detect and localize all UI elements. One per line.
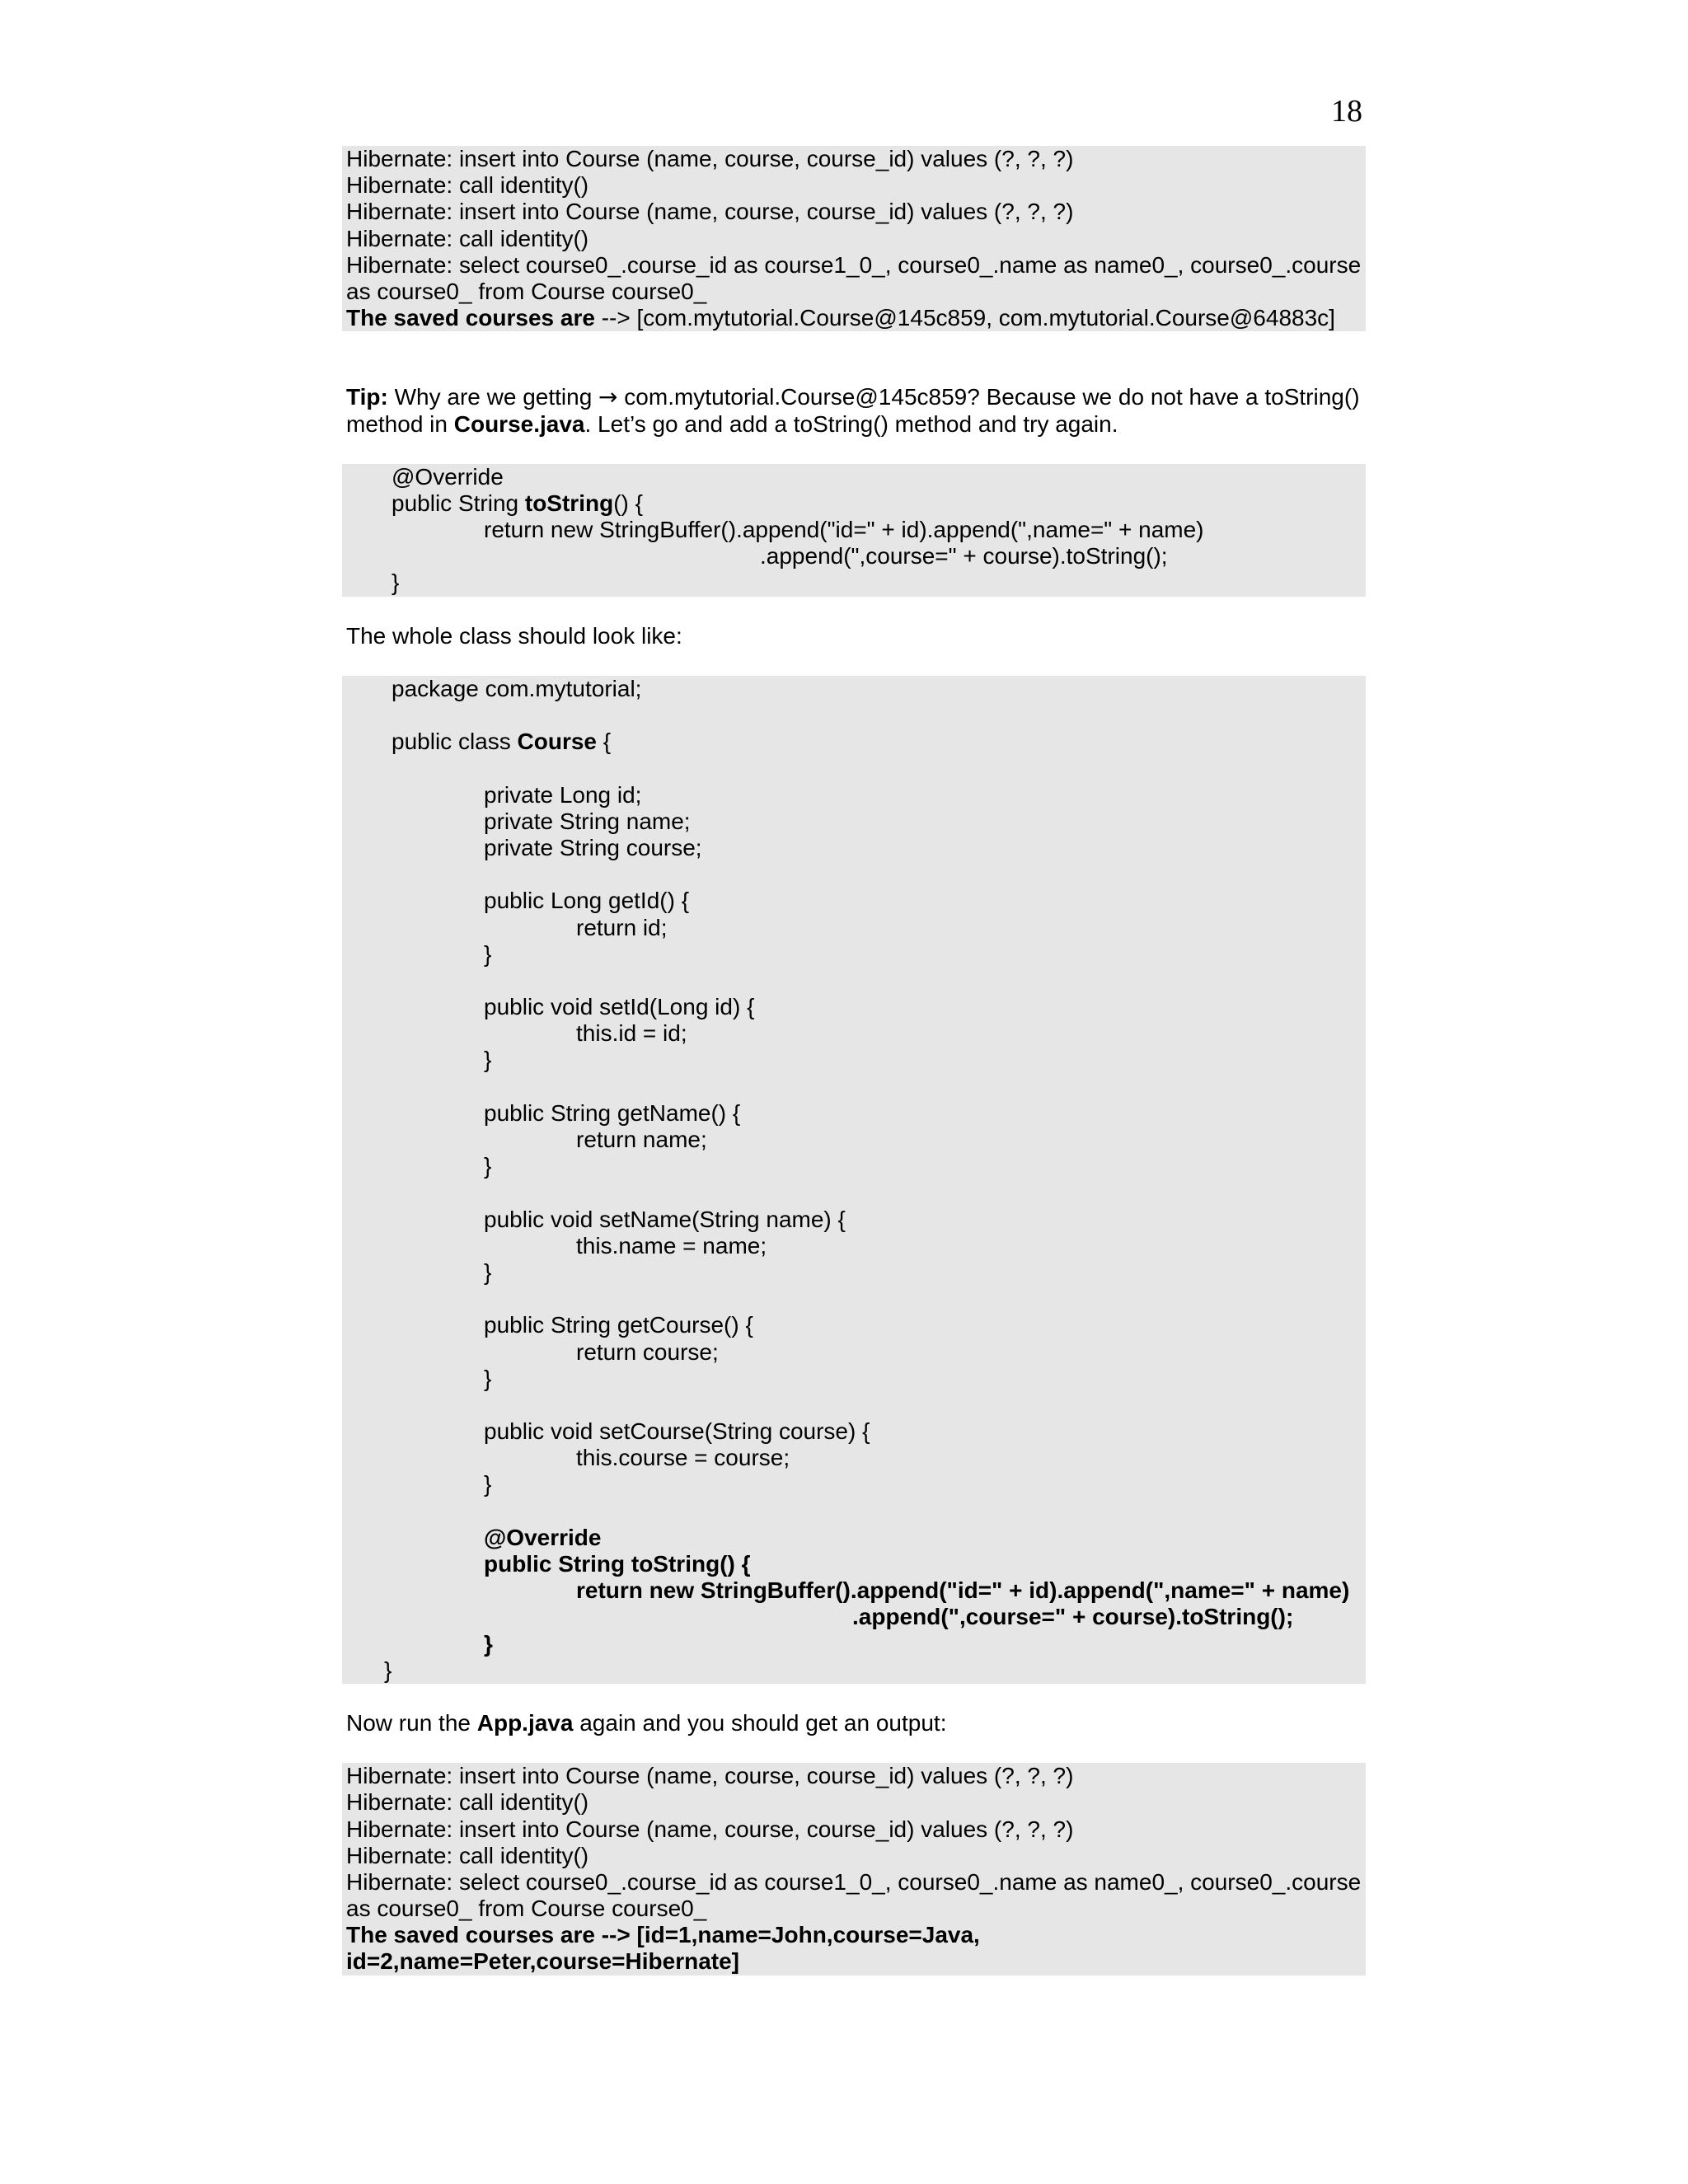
code-line: return new StringBuffer().append("id=" + id).append(",name=" + name): [484, 517, 1204, 543]
code-line: .append(",course=" + course).toString();: [760, 543, 1168, 569]
tip-paragraph: [342, 384, 1366, 437]
tip-text: Why are we getting: [387, 384, 599, 410]
class-name: Course: [517, 729, 597, 755]
output-line: as course0_ from Course course0_: [346, 1896, 707, 1922]
code-line-bold: public String toString() {: [484, 1551, 751, 1577]
output-line: Hibernate: insert into Course (name, course, course_id) values (?, ?, ?): [346, 146, 1074, 171]
output-line: as course0_ from Course course0_: [346, 278, 707, 304]
code-line: this.course = course;: [576, 1445, 790, 1471]
code-line: public String getCourse() {: [484, 1312, 753, 1338]
code-line: }: [384, 1657, 392, 1683]
console-output-1: [342, 146, 1366, 331]
code-line: }: [484, 1153, 492, 1179]
code-line-bold: }: [484, 1630, 493, 1657]
tip-text: com.mytutorial.Course@145c859? Because we do not have a toString(): [617, 384, 1360, 410]
code-line: }: [484, 1258, 492, 1285]
right-arrow-icon: →: [598, 383, 618, 411]
code-line: public String getName() {: [484, 1099, 741, 1126]
code-text: () {: [613, 490, 643, 516]
code-line: return name;: [576, 1127, 707, 1152]
tip-text: method in: [346, 410, 454, 437]
code-line: this.name = name;: [576, 1232, 767, 1258]
code-line: }: [484, 940, 492, 967]
intro-text: The whole class should look like:: [346, 622, 682, 649]
code-line-bold: return new StringBuffer().append("id=" + id).append(",name=" + name): [576, 1577, 1350, 1604]
code-line: private Long id;: [484, 781, 642, 808]
output-line: Hibernate: insert into Course (name, course, course_id) values (?, ?, ?): [346, 1816, 1074, 1842]
run-text: again and you should get an output:: [573, 1709, 947, 1736]
output-line: Hibernate: call identity(): [346, 172, 589, 199]
saved-courses-line: [346, 305, 1366, 331]
code-line: public void setCourse(String course) {: [484, 1418, 870, 1445]
output-line: Hibernate: select course0_.course_id as course1_0_, course0_.name as name0_, course0_.course: [346, 1868, 1362, 1895]
page-number: 18: [1331, 94, 1362, 129]
code-line: public Long getId() {: [484, 888, 690, 914]
code-line: }: [484, 1471, 492, 1497]
code-line: [346, 729, 1366, 755]
code-text: public String: [392, 490, 525, 516]
code-line: [346, 490, 1366, 517]
output-line: Hibernate: call identity(): [346, 1789, 589, 1816]
saved-courses-line: The saved courses are --> [id=1,name=John,course=Java,: [346, 1922, 980, 1948]
code-text: {: [596, 729, 612, 755]
code-line-bold: @Override: [484, 1524, 602, 1550]
code-line-bold: .append(",course=" + course).toString();: [852, 1604, 1294, 1630]
method-name: toString: [524, 490, 614, 516]
code-line: return id;: [576, 914, 668, 940]
code-line: }: [484, 1365, 492, 1391]
code-line: return course;: [576, 1338, 719, 1365]
output-line: Hibernate: call identity(): [346, 225, 589, 251]
console-output-2: [342, 1763, 1366, 1975]
document-body: [342, 146, 1366, 1975]
whole-class-intro: [342, 623, 1366, 649]
tostring-snippet: [342, 464, 1366, 597]
code-line: package com.mytutorial;: [392, 675, 642, 701]
output-line: Hibernate: insert into Course (name, course, course_id) values (?, ?, ?): [346, 199, 1074, 225]
course-java-ref: Course.java: [453, 410, 585, 437]
code-line: public void setId(Long id) {: [484, 994, 755, 1020]
output-line: Hibernate: insert into Course (name, course, course_id) values (?, ?, ?): [346, 1763, 1074, 1789]
tip-label: Tip:: [346, 384, 388, 410]
run-again-paragraph: [342, 1710, 1366, 1736]
code-line: this.id = id;: [576, 1020, 687, 1047]
course-class-code: [342, 676, 1366, 1684]
saved-courses-line: id=2,name=Peter,course=Hibernate]: [346, 1948, 739, 1975]
run-text: Now run the: [346, 1709, 477, 1736]
tip-text: . Let’s go and add a toString() method and try again.: [584, 410, 1118, 437]
code-line: }: [484, 1047, 492, 1073]
code-text: public class: [392, 729, 518, 755]
saved-courses-label: The saved courses are: [346, 305, 595, 331]
code-line: public void setName(String name) {: [484, 1206, 846, 1232]
app-java-ref: App.java: [476, 1709, 574, 1736]
code-line: @Override: [392, 463, 504, 490]
code-line: }: [392, 569, 400, 596]
saved-courses-value: --> [com.mytutorial.Course@145c859, com.mytutorial.Course@64883c]: [594, 305, 1335, 331]
output-line: Hibernate: call identity(): [346, 1842, 589, 1868]
code-line: private String course;: [484, 834, 702, 860]
output-line: Hibernate: select course0_.course_id as course1_0_, course0_.name as name0_, course0_.course: [346, 251, 1362, 278]
code-line: private String name;: [484, 808, 691, 834]
